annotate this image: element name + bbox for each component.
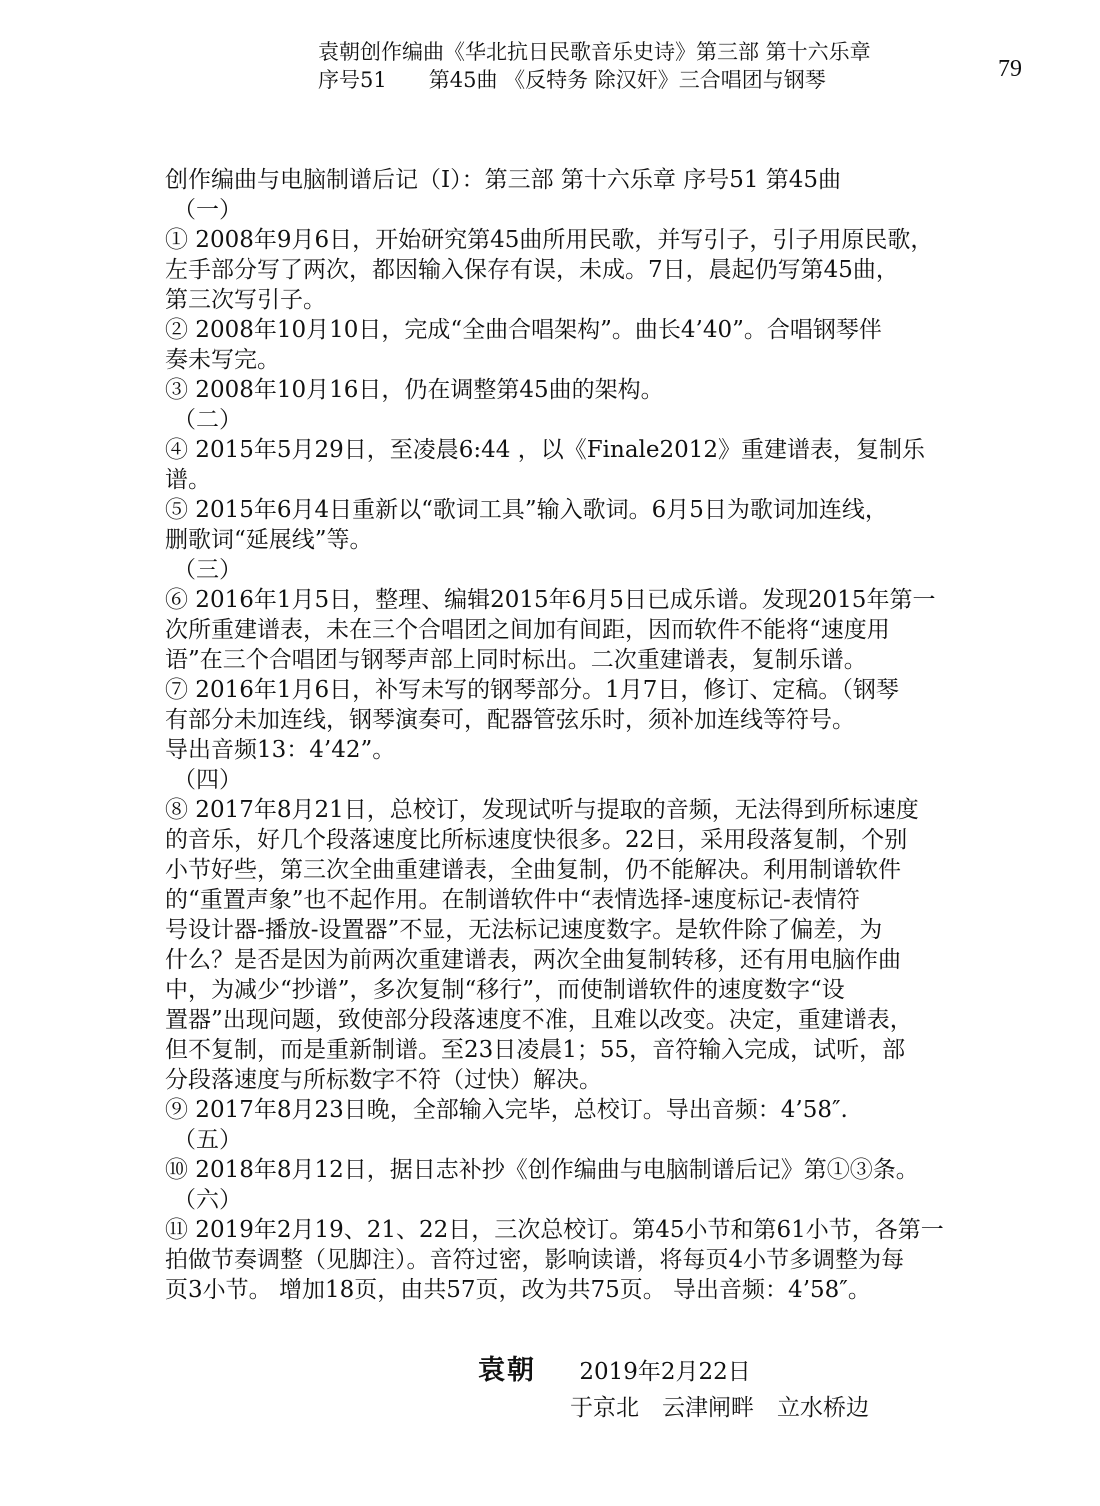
entry-line: ⑩ 2018年8月12日，据日志补抄《创作编曲与电脑制谱后记》第①③条。 [165,1157,919,1183]
entry-line: 语”在三个合唱团与钢琴声部上同时标出。二次重建谱表，复制乐谱。 [165,647,867,673]
document-title: 创作编曲与电脑制谱后记（Ⅰ）：第三部 第十六乐章 序号51 第45曲 [165,167,842,193]
page-number: 79 [998,56,1022,82]
entry-line: 的“重置声象”也不起作用。在制谱软件中“表情选择-速度标记-表情符 [165,887,860,913]
entry-line: 中，为减少“抄谱”，多次复制“移行”，而使制谱软件的速度数字“设 [165,977,845,1003]
entry-line: 小节好些，第三次全曲重建谱表，全曲复制，仍不能解决。利用制谱软件 [165,857,901,883]
section-heading: （五） [173,1127,242,1153]
log-entry [165,495,1025,555]
entry-line: ⑪ 2019年2月19、21、22日，三次总校订。第45小节和第61小节，各第一 [165,1217,944,1243]
entry-line: 次所重建谱表，未在三个合唱团之间加有间距，因而软件不能将“速度用 [165,617,890,643]
section-heading: （四） [173,767,242,793]
sections-container [165,195,1025,1305]
entry-line: ④ 2015年5月29日，至凌晨6:44 ，以《Finale2012》重建谱表，复制乐 [165,437,926,463]
header-title-line: 袁朝创作编曲《华北抗日民歌音乐史诗》第三部 第十六乐章 [318,40,871,64]
entry-line: 导出音频13：4’42”。 [165,737,396,763]
entry-line: 第三次写引子。 [165,287,326,313]
entry-line: ⑥ 2016年1月5日，整理、编辑2015年6月5日已成乐谱。发现2015年第一 [165,587,936,613]
entry-line: 号设计器-播放-设置器”不显，无法标记速度数字。是软件除了偏差，为 [165,917,883,943]
entry-line: 置器”出现问题，致使部分段落速度不准，且难以改变。决定，重建谱表， [165,1007,913,1033]
entry-line: ③ 2008年10月16日，仍在调整第45曲的架构。 [165,377,664,403]
entry-line: 左手部分写了两次，都因输入保存有误，未成。7日，晨起仍写第45曲， [165,257,899,283]
signature-place: 于京北 云津闸畔 立水桥边 [570,1395,869,1421]
log-entry [165,1155,1025,1185]
log-entry [165,585,1025,675]
entry-line: 拍做节奏调整（见脚注）。音符过密，影响读谱，将每页4小节多调整为每 [165,1247,905,1273]
entry-line: ① 2008年9月6日，开始研究第45曲所用民歌，并写引子，引子用原民歌， [165,227,934,253]
page-header [318,38,958,94]
entry-line: 谱。 [165,467,211,493]
section-heading: （三） [173,557,242,583]
entry-line: 分段落速度与所标数字不符（过快）解决。 [165,1067,602,1093]
log-entry [165,315,1025,375]
signature-author: 袁朝 [478,1355,536,1386]
entry-line: ⑨ 2017年8月23日晚，全部输入完毕，总校订。导出音频：4’58″. [165,1097,848,1123]
log-entry [165,1095,1025,1125]
log-entry [165,375,1025,405]
signature-block [478,1355,869,1424]
entry-line: ⑦ 2016年1月6日，补写未写的钢琴部分。1月7日，修订、定稿。（钢琴 [165,677,899,703]
log-entry [165,795,1025,1095]
log-entry [165,225,1025,315]
entry-line: 什么？是否是因为前两次重建谱表，两次全曲复制转移，还有用电脑作曲 [165,947,901,973]
entry-line: ② 2008年10月10日，完成“全曲合唱架构”。曲长4’40”。合唱钢琴伴 [165,317,882,343]
section-heading: （二） [173,407,242,433]
entry-line: ⑤ 2015年6月4日重新以“歌词工具”输入歌词。6月5日为歌词加连线， [165,497,888,523]
section-heading: （一） [173,197,242,223]
log-entry [165,1215,1025,1305]
entry-line: 奏未写完。 [165,347,280,373]
signature-date: 2019年2月22日 [579,1359,751,1385]
entry-line: 有部分未加连线，钢琴演奏可，配器管弦乐时，须补加连线等符号。 [165,707,855,733]
section-heading: （六） [173,1187,242,1213]
entry-line: ⑧ 2017年8月21日，总校订，发现试听与提取的音频，无法得到所标速度 [165,797,919,823]
document-body [165,165,1025,1305]
entry-line: 但不复制，而是重新制谱。至23日凌晨1；55，音符输入完成，试听，部 [165,1037,906,1063]
header-subtitle-line: 序号51 第45曲 《反特务 除汉奸》三合唱团与钢琴 [318,68,826,92]
log-entry [165,675,1025,765]
entry-line: 删歌词“延展线”等。 [165,527,373,553]
entry-line: 页3小节。 增加18页，由共57页，改为共75页。 导出音频：4’58″。 [165,1277,871,1303]
log-entry [165,435,1025,495]
entry-line: 的音乐，好几个段落速度比所标速度快很多。22日，采用段落复制，个别 [165,827,908,853]
